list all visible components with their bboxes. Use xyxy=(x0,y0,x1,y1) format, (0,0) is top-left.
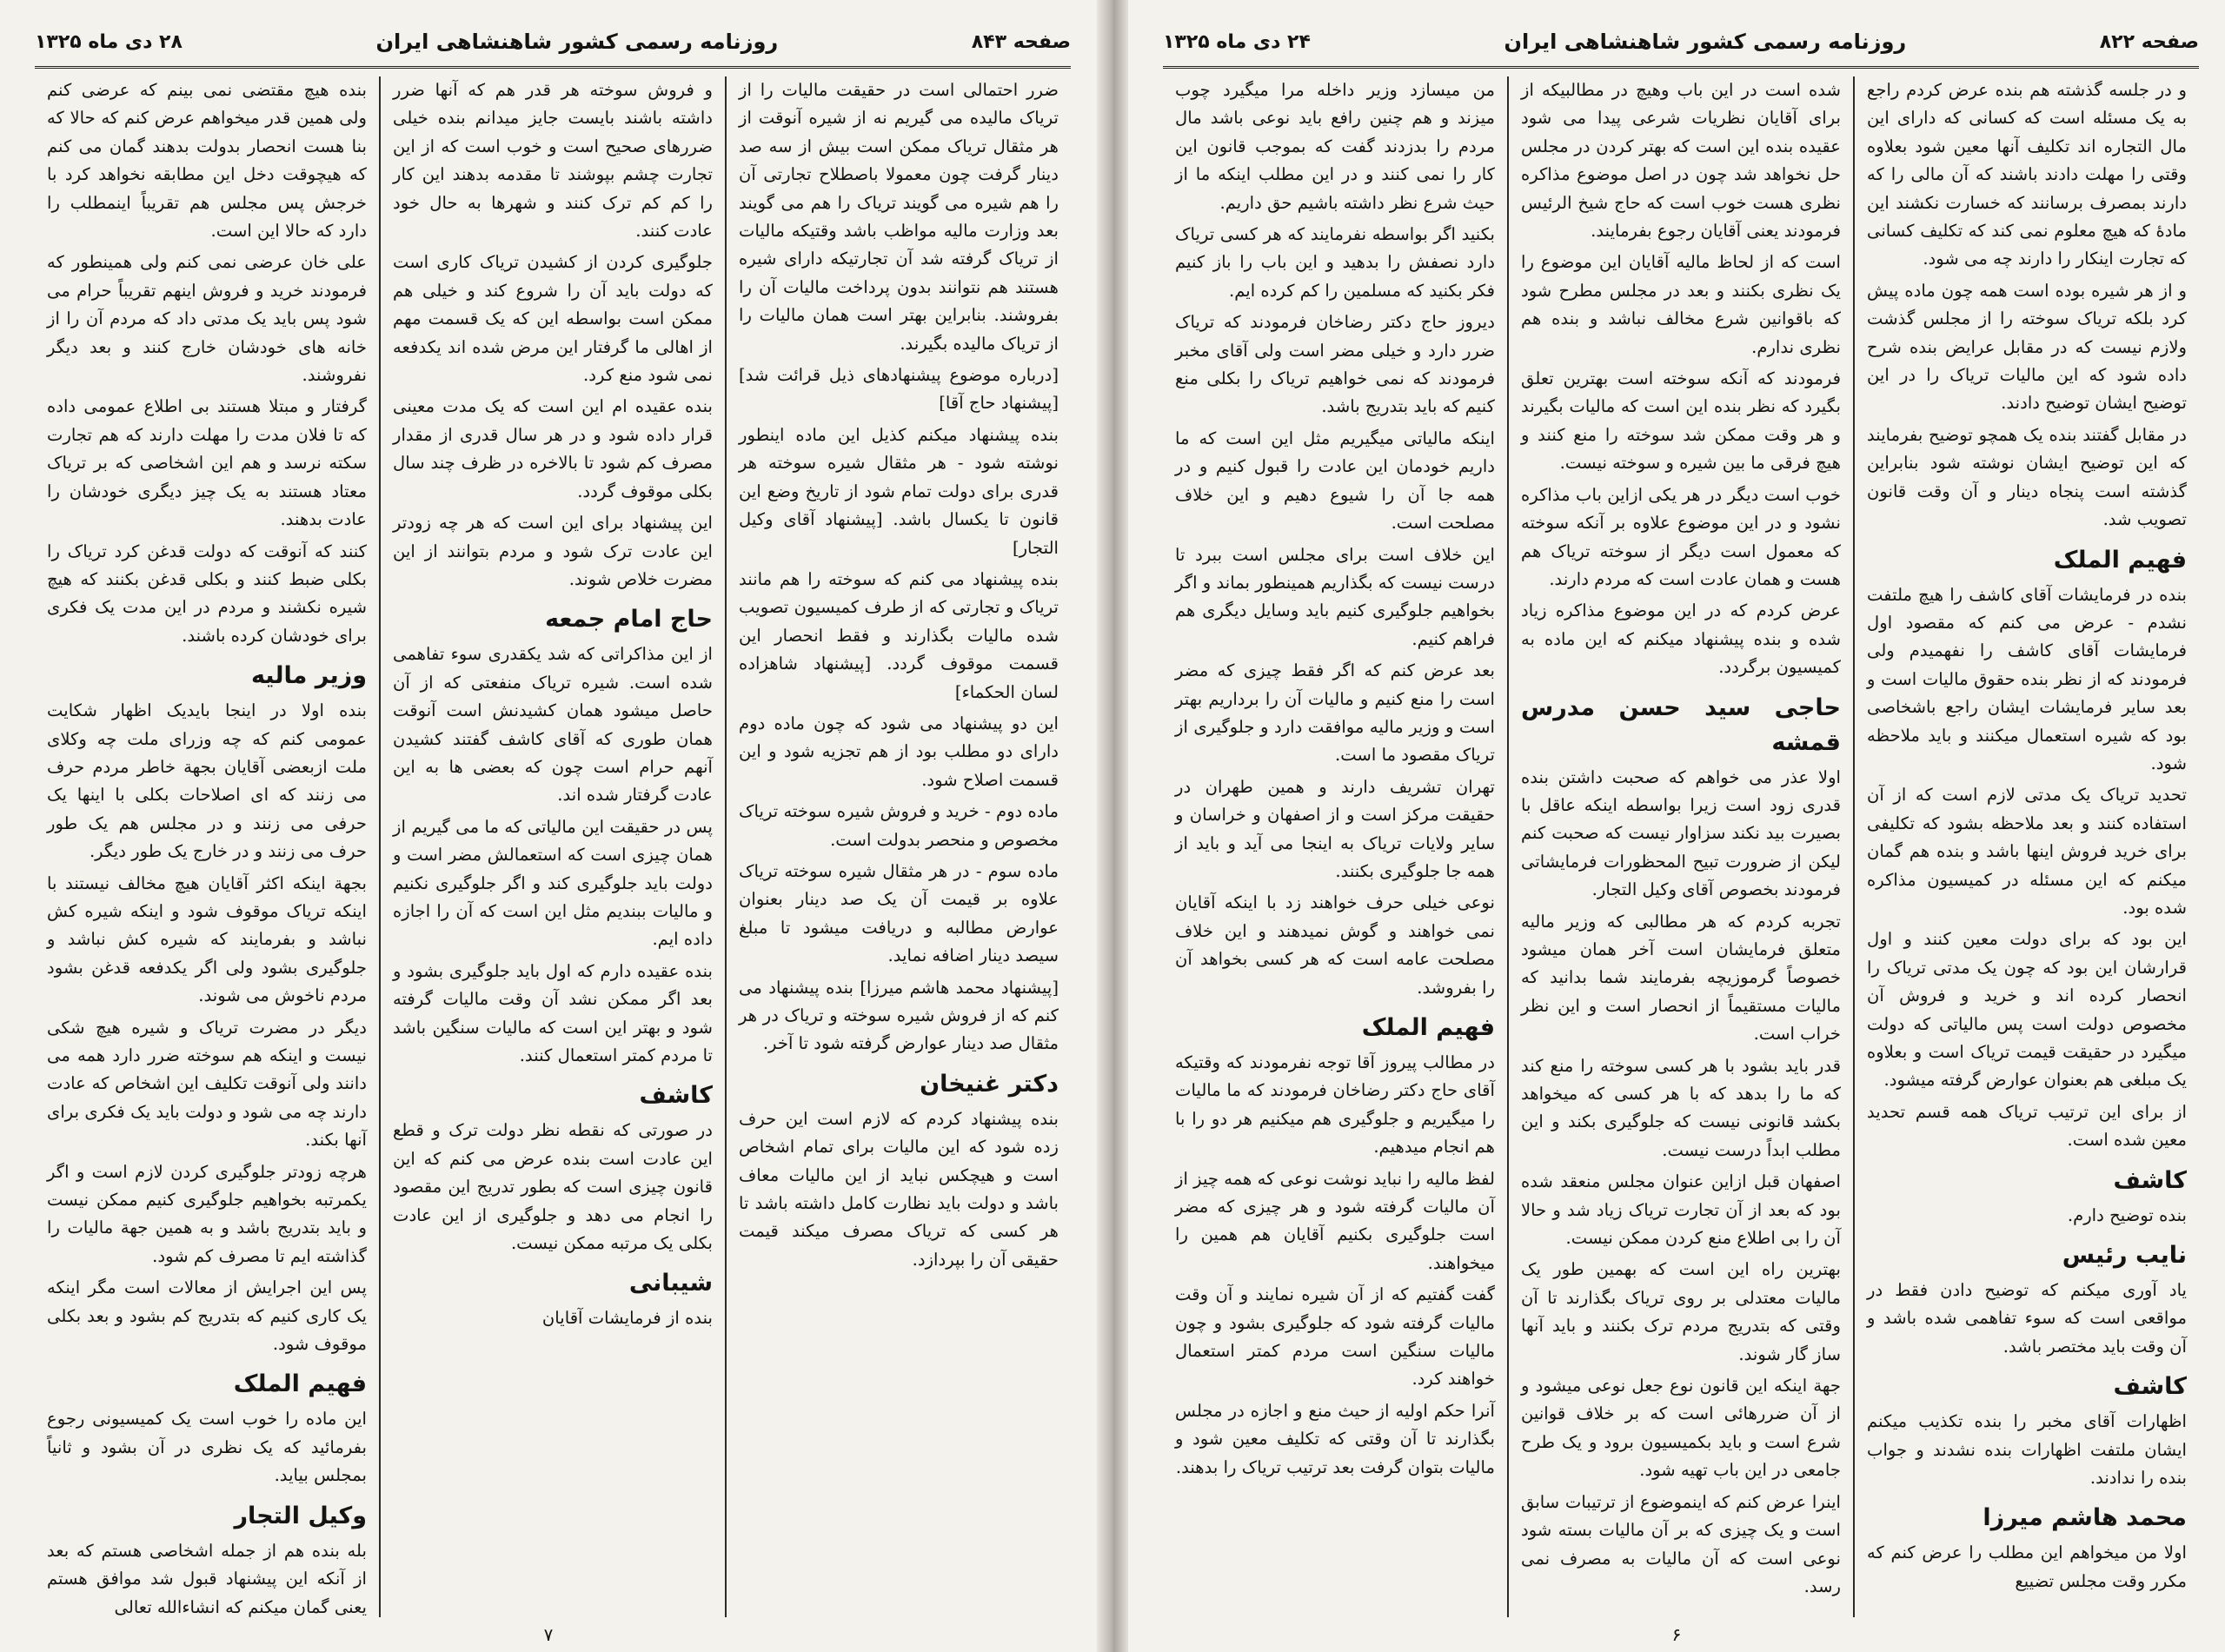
left-header-rule xyxy=(35,66,1071,69)
paragraph: اینرا عرض کنم که اینموضوع از ترتیبات سابق است و یک چیزی که بر آن مالیات بسته شود نوعی است که آن مالیات به مصرف نمی رسد. xyxy=(1521,1491,1841,1596)
paragraph: بهترین راه این است که بهمین طور یک مالیات معتدلی بر روی تریاک بگذارند تا آن وقتی که بتدریج مردم ترک بکنند و باید آنها ساز گار شوند. xyxy=(1521,1259,1841,1364)
speaker-name: کاشف xyxy=(639,1082,713,1110)
paragraph: این خلاف است برای مجلس است ببرد تا درست نیست که بگذاریم همینطور بماند و اگر بخواهیم جلوگیری کنیم باید وسایل دیگری هم فراهم کنیم. xyxy=(1175,544,1495,649)
paragraph: عرض کردم که در این موضوع مذاکره زیاد شده و بنده پیشنهاد میکنم که این ماده به کمیسیون برگردد. xyxy=(1521,600,1841,678)
paragraph: بنده در فرمایشات آقای کاشف را هیچ ملتفت نشدم - عرض می کنم که مقصود اول فرمایشات آقای کاشف را نفهمیدم ولی فرمودند که از نظر بنده حقوق مالیات است و بعد سایر فرمایشات ایشان راجع باشخاصی بود که شیره استعمال میکنند و باید ملاحظه شود. xyxy=(1867,584,2187,773)
paragraph: قدر باید بشود با هر کسی سوخته را منع کند که ما را بدهد که با هر کسی که میخواهد بکشد قانونی نیست که جلوگیری بکند و این مطلب ابداً درست نیست. xyxy=(1521,1055,1841,1160)
text-column xyxy=(1855,76,2199,1617)
paragraph: [درباره موضوع پیشنهادهای ذیل قرائت شد] [پیشنهاد حاج آقا] xyxy=(739,365,1059,414)
paragraph: تحدید تریاک یک مدتی لازم است که از آن استفاده کنند و بعد ملاحظه بشود که تکلیفی برای خرید فروش اینها باشد و بنده هم گمان میکنم که این مسئله در کمیسیون مذاکره شده بود. xyxy=(1867,785,2187,918)
paragraph: من میسازد وزیر داخله مرا میگیرد چوب میزند و هم چنین رافع باید نوعی باشد مال مردم را بدزدند گفت که بموجب قانون این کار را نمی کنند و در این مطلب اینکه ما از حیث شرع نظر داشته باشیم حق داریم. xyxy=(1175,80,1495,213)
paragraph: از این مذاکراتی که شد یکقدری سوء تفاهمی شده است. شیره تریاک منفعتی که از آن حاصل میشود همان کشیدنش است آنوقت همان طوری که آقای کاشف گفتند کشیدن آنهم حرام است چون که بعضی ها به این عادت گرفتار شده اند. xyxy=(393,644,713,806)
paragraph: اظهارات آقای مخبر را بنده تکذیب میکنم ایشان ملتفت اظهارات بنده نشدند و جواب بنده را ندادند. xyxy=(1867,1411,2187,1489)
speaker-name: کاشف xyxy=(2113,1166,2187,1194)
paragraph: تجربه کردم که هر مطالبی که وزیر مالیه متعلق فرمایشان است آخر همان میشود خصوصاً گرموزیچه بفرمایند شما بدانید که مالیات مستقیماً از انحصار است و این نظر خراب است. xyxy=(1521,911,1841,1045)
paragraph: در مقابل گفتند بنده یک همچو توضیح بفرمایند که این توضیح ایشان نوشته شود بنابراین گذشته است پنجاه دینار و آن وقت قانون تصویب شد. xyxy=(1867,424,2187,530)
left-page xyxy=(0,0,1097,1652)
left-gazette-title: روزنامه رسمی کشور شاهنشاهی ایران xyxy=(375,30,779,54)
left-page-number: صفحه ۸۴۳ xyxy=(971,30,1071,53)
paragraph: جلوگیری کردن از کشیدن تریاک کاری است که دولت باید آن را شروع کند و خیلی هم ممکن است بواسطه این که یک قسمت مهم از اهالی ما گرفتار این مرض شده اند یکدفعه نمی شود منع کرد. xyxy=(393,252,713,386)
text-column xyxy=(1509,76,1855,1617)
paragraph: بنده توضیح دارم. xyxy=(2067,1204,2187,1225)
paragraph: این دو پیشنهاد می شود که چون ماده دوم دارای دو مطلب بود از هم تجزیه شود و این قسمت اصلاح شود. xyxy=(739,713,1059,790)
speaker-name: فهیم الملک xyxy=(2053,546,2187,574)
paragraph: بنده پیشنهاد می کنم که سوخته را هم مانند تریاک و تجارتی که از طرف کمیسیون تصویب شده مالیات بگذارند و فقط انحصار این قسمت موقوف گردد. [پیشنهاد شاهزاده لسان الحکماء] xyxy=(739,568,1059,702)
paragraph: است که از لحاظ مالیه آقایان این موضوع را یک نظری بکنند و بعد در مجلس مطرح شود که باقوانین شرع مخالف نباشد و بنده هم نظری ندارم. xyxy=(1521,252,1841,357)
paragraph: اینکه مالیاتی میگیریم مثل این است که ما داریم خودمان این عادت را قبول کنیم و در همه جا آن را شیوع دهیم و این خلاف مصلحت است. xyxy=(1175,428,1495,534)
paragraph: ماده سوم - در هر مثقال شیره سوخته تریاک علاوه بر قیمت آن یک صد دینار بعنوان عوارض مطالبه و دریافت میشود تا مبلغ سیصد دینار اضافه نماید. xyxy=(739,860,1059,966)
paragraph: فرمودند که آنکه سوخته است بهترین تعلق بگیرد که نظر بنده این است که مالیات بگیرند و هر وقت ممکن شد سوخته را منع کنند و هیچ فرقی ما بین شیره و سوخته نیست. xyxy=(1521,368,1841,474)
paragraph: ماده دوم - خرید و فروش شیره سوخته تریاک مخصوص و منحصر بدولت است. xyxy=(739,801,1059,850)
paragraph: تهران تشریف دارند و همین طهران در حقیقت مرکز است و از اصفهان و خراسان و سایر ولایات تریاک به اینجا می آید و باید از همه جا جلوگیری بکنند. xyxy=(1175,776,1495,881)
left-columns xyxy=(35,76,1071,1617)
paragraph: گرفتار و مبتلا هستند بی اطلاع عمومی داده که تا فلان مدت را مهلت دارند که هم تجارت سکته نرسد و هم این اشخاصی که بر تریاک معتاد هستند به یک چیز دیگری خودشان را عادت بدهند. xyxy=(47,396,367,530)
paragraph: در صورتی که نقطه نظر دولت ترک و قطع این عادت است بنده عرض می کنم که این قانون چیزی است که بطور تدریج این مقصود را انجام می دهد و جلوگیری از این عادت بکلی یک مرتبه ممکن نیست. xyxy=(393,1120,713,1254)
paragraph: گفت گفتیم که از آن شیره نمایند و آن وقت مالیات گرفته شود که جلوگیری بشود و چون مالیات سنگین است مردم کمتر استعمال خواهند کرد. xyxy=(1175,1284,1495,1390)
text-column xyxy=(727,76,1071,1617)
paragraph: و در جلسه گذشته هم بنده عرض کردم راجع به یک مسئله است که کسانی که دارای این مال التجاره اند تکلیف آنها معین شود بعلاوه وقتی را مهلت دادند باشند که آن مالی را که دارند بمصرف برسانند که خسارت نکشند این مادهٔ که هیچ معلوم نمی کند که تکلیف کسانی که تجارت اینکار را دارند چه می شود. xyxy=(1867,80,2187,269)
paragraph: بکنید اگر بواسطه نفرمایند که هر کسی تریاک دارد نصفش را بدهید و این باب را باز کنیم فکر بکنید که مسلمین را کم کرده ایم. xyxy=(1175,224,1495,301)
paragraph: بنده عقیده دارم که اول باید جلوگیری بشود و بعد اگر ممکن نشد آن وقت مالیات گرفته شود و بهتر این است که مالیات سنگین باشد تا مردم کمتر استعمال کنند. xyxy=(393,960,713,1065)
right-page xyxy=(1128,0,2225,1652)
left-issue-date: ۲۸ دی ماه ۱۳۲۵ xyxy=(35,30,183,53)
text-column xyxy=(35,76,381,1617)
paragraph: ضرر احتمالی است در حقیقت مالیات را از تریاک مالیده می گیریم نه از شیره آنوقت از هر مثقال تریاک ممکن است بیش از سه صد دینار گرفت چون معمولا باصطلاح تجارتی آن را هم شیره می گویند تریاک را هم می گویند بعد وزارت مالیه مواظب باشد وقتیکه مالیات از تریاک گرفته شد آن تجارتیکه دارای شیره هستند هم نتوانند بدون پرداخت مالیات آن را بفروشند. بنابراین بهتر است همان مالیات را از تریاک مالیده بگیرند. xyxy=(739,80,1059,354)
speaker-name: شیبانی xyxy=(628,1270,713,1297)
paragraph: پس این اجرایش از معالات است مگر اینکه یک کاری کنیم که بتدریج کم بشود و بعد بکلی موقوف شود. xyxy=(47,1277,367,1355)
right-issue-date: ۲۴ دی ماه ۱۳۲۵ xyxy=(1163,30,1311,53)
speaker-name: محمد هاشم میرزا xyxy=(1983,1504,2187,1532)
right-header-rule xyxy=(1163,66,2199,69)
paragraph: بعد عرض کنم که اگر فقط چیزی که مضر است را منع کنیم و مالیات آن را برداریم بهتر است و وزیر مالیه موافقت دارد و جلوگیری از تریاک مقصود ما است. xyxy=(1175,660,1495,766)
paragraph: این ماده را خوب است یک کمیسیونی رجوع بفرمائید که یک نظری در آن بشود و ثانیاً بمجلس بیاید. xyxy=(47,1409,367,1486)
paragraph: یاد آوری میکنم که توضیح دادن فقط در مواقعی است که سوء تفاهمی شده باشد و آن وقت باید مختصر باشد. xyxy=(1867,1280,2187,1357)
speaker-name: وزیر مالیه xyxy=(250,662,367,690)
speaker-name: وکیل التجار xyxy=(234,1502,367,1529)
paragraph: بنده عقیده ام این است که یک مدت معینی قرار داده شود و در هر سال قدری از مقدار مصرف کم شود تا بالاخره در ظرف چند سال بکلی موقوف گردد. xyxy=(393,396,713,501)
paragraph: اصفهان قبل ازاین عنوان مجلس منعقد شده بود که بعد از آن تجارت تریاک زیاد شد و حالا آن را بی اطلاع منع کردن ممکن نیست. xyxy=(1521,1171,1841,1249)
paragraph: علی خان عرضی نمی کنم ولی همینطور که فرمودند خرید و فروش اینهم تقریباً حرام می شود پس باید یک مدتی داد که مردم آن را از خانه های خودشان خارج کنند و بعد دیگر نفروشند. xyxy=(47,252,367,386)
paragraph: بجهة اینکه اکثر آقایان هیچ مخالف نیستند با اینکه تریاک موقوف شود و اینکه شیره کش نباشد و بفرمایند که شیره کش نباشد و جلوگیری بشود ولی اگر یکدفعه قدغن بشود مردم ناخوش می شوند. xyxy=(47,872,367,1006)
paragraph: این پیشنهاد برای این است که هر چه زودتر این عادت ترک شود و مردم بتوانند از این مضرت خلاص شوند. xyxy=(393,513,713,589)
text-column xyxy=(381,76,727,1617)
paragraph: کنند که آنوقت که دولت قدغن کرد تریاک را بکلی ضبط کنند و بکلی قدغن بکنند که هیچ شیره نکشند و مردم در این مدت یک فکری برای خودشان کرده باشند. xyxy=(47,541,367,646)
paragraph: بنده اولا در اینجا بایدیک اظهار شکایت عمومی کنم که چه وزرای ملت چه وکلای ملت ازبعضی آقایان بجهة خاطر مردم حرف می زنند که ای اصلاحات بکلی با اینها یک حرفی می زنند و در مجلس هم یک طور حرف می زنند و در خارج یک طور دیگر. xyxy=(47,700,367,862)
right-page-header xyxy=(1163,24,2199,59)
paragraph: آنرا حکم اولیه از حیث منع و اجازه در مجلس بگذارند تا آن وقتی که تکلیف معین شود و مالیات بتوان گرفت بعد ترتیب تریاک را بدهند. xyxy=(1175,1400,1495,1477)
text-column xyxy=(1163,76,1509,1617)
speaker-name: دکتر غنیخان xyxy=(920,1070,1059,1098)
paragraph: لفظ مالیه را نباید نوشت نوعی که همه چیز از آن مالیات گرفته شود و هر چیزی که مضر است جلوگیری بکنیم آقایان هم همین را میخواهند. xyxy=(1175,1168,1496,1273)
paragraph: و از هر شیره بوده است همه چون ماده پیش کرد بلکه تریاک سوخته را از مجلس گذشت ولازم نیست که در مقابل عرایض بنده شرح داده شود که این مالیات تریاک را در این توضیح ایشان توضیح دادند. xyxy=(1867,280,2187,414)
speaker-name: کاشف xyxy=(2113,1373,2187,1401)
paragraph: دیروز حاج دکتر رضاخان فرمودند که تریاک ضرر دارد و خیلی مضر است ولی آقای مخبر فرمودند که نمی خواهیم تریاک را بکلی منع کنیم که باید بتدریج باشد. xyxy=(1175,312,1495,417)
paragraph: بنده پیشنهاد کردم که لازم است این حرف زده شود که این مالیات برای تمام اشخاص است و هیچکس نباید از این مالیات معاف باشد و دولت باید نظارت کامل داشته باشد تا هر کسی که تریاک مصرف میکند قیمت حقیقی آن را بپردازد. xyxy=(739,1108,1059,1270)
paragraph: از برای این ترتیب تریاک همه قسم تحدید معین شده است. xyxy=(1867,1101,2187,1151)
paragraph: در مطالب پیروز آقا توجه نفرمودند که وقتیکه آقای حاج دکتر رضاخان فرمودند که ما مالیات را میگیریم و جلوگیری هم میکنیم هر دو را با هم انجام میدهیم. xyxy=(1175,1052,1495,1158)
speaker-name: نایب رئیس xyxy=(2062,1242,2187,1270)
paragraph: و فروش سوخته هر قدر هم که آنها ضرر داشته باشند بایست جایز میدانم بنده خیلی ضررهای صحیح است و خوب است که از این تجارت چشم بپوشند تا مقدمه بدهند این کار را کم کم ترک کنند و شهرها به حال خود عادت کنند. xyxy=(393,80,713,242)
right-folio: ۶ xyxy=(1671,1624,1682,1645)
paragraph: بله بنده هم از جمله اشخاصی هستم که بعد از آنکه این پیشنهاد قبول شد موافق هستم یعنی گمان میکنم که انشاءالله تعالی xyxy=(47,1540,367,1617)
paragraph: خوب است دیگر در هر یکی ازاین باب مذاکره نشود و در این موضوع علاوه بر آنکه سوخته که معمول است دیگر از سوخته تریاک هم هست و همان عادت است که مردم دارند. xyxy=(1521,484,1841,589)
paragraph: شده است در این باب وهیچ در مطالبیکه از برای آقایان نظریات شرعی پیدا می شود عقیده بنده این است که بهتر کردن در مجلس حل نخواهد شد چون در اصل موضوع مذاکره نظری هست خوب است که حاج شیخ الرئیس فرمودند یعنی آقایان رجوع بفرمایند. xyxy=(1521,80,1841,242)
speaker-name: فهیم الملک xyxy=(1361,1014,1495,1041)
speaker-name: حاج امام جمعه xyxy=(545,606,713,634)
paragraph: اولا من میخواهم این مطلب را عرض کنم که مکرر وقت مجلس تضییع xyxy=(1867,1543,2187,1591)
paragraph: دیگر در مضرت تریاک و شیره هیچ شکی نیست و اینکه هم سوخته ضرر دارد همه می دانند ولی آنوقت تکلیف این اشخاص که عادت دارند چه می شود و دولت باید یک فکری برای آنها بکند. xyxy=(47,1017,367,1151)
paragraph: پس در حقیقت این مالیاتی که ما می گیریم از همان چیزی است که استعمالش مضر است و دولت باید جلوگیری کند و اگر جلوگیری نکنیم و مالیات ببندیم مثل این است که آن را اجازه داده ایم. xyxy=(393,816,713,950)
paragraph: بنده از فرمایشات آقایان xyxy=(541,1308,713,1329)
book-gutter xyxy=(1097,0,1128,1652)
right-gazette-title: روزنامه رسمی کشور شاهنشاهی ایران xyxy=(1504,30,1907,54)
left-page-header xyxy=(35,24,1071,59)
paragraph: این بود که برای دولت معین کنند و اول قرارشان این بود که چون یک مدتی تریاک را انحصار کرده اند و خرید و فروش آن مخصوص دولت است پس مالیاتی که دولت میگیرد در حقیقت قیمت تریاک است و بعلاوه یک مبلغی هم بعنوان عوارض گرفته میشود. xyxy=(1867,929,2187,1091)
paragraph: [پیشنهاد محمد هاشم میرزا] بنده پیشنهاد می کنم که از فروش شیره سوخته و تریاک در هر مثقال صد دینار عوارض گرفته شود تا آخر. xyxy=(739,977,1059,1054)
paragraph: نوعی خیلی حرف خواهند زد با اینکه آقایان نمی خواهند و گوش نمیدهند و این خلاف مصلحت عامه است که هر کسی بخواهد آن را بفروشد. xyxy=(1175,892,1495,998)
right-page-number: صفحه ۸۲۲ xyxy=(2099,30,2199,53)
right-columns xyxy=(1163,76,2199,1617)
paragraph: بنده پیشنهاد میکنم کذیل این ماده اینطور نوشته شود - هر مثقال شیره سوخته هر قدری برای دولت تمام شود از تاریخ وضع این قانون تا یکسال باشد. [پیشنهاد آقای وکیل التجار] xyxy=(739,424,1059,558)
paragraph: بنده هیچ مقتضی نمی بینم که عرضی کنم ولی همین قدر میخواهم عرض کنم که حالا که بنا هست انحصار بدولت بدهند گمان می کنم که هیچوقت دخل این مطابقه نخواهد کرد با خرجش پس مجلس هم تقریباً اینمطلب را دارد که حالا این است. xyxy=(47,80,367,242)
paragraph: جهة اینکه این قانون نوع جعل نوعی میشود و از آن ضررهائی است که بر خلاف قوانین شرع است و باید بکمیسیون برود و یک طرح جامعی در این باب تهیه شود. xyxy=(1521,1376,1841,1481)
paragraph: اولا عذر می خواهم که صحبت داشتن بنده قدری زود است زیرا بواسطه اینکه عاقل با بصیرت بید نکند سزاوار نیست که صحبت کنم لیکن از ضرورت تبیح المحظورات فرمایشاتی فرمودند بخصوص آقای وکیل التجار. xyxy=(1521,766,1841,900)
speaker-name: حاجی سید حسن مدرس قمشه xyxy=(1521,693,1841,756)
left-folio: ۷ xyxy=(543,1624,554,1645)
speaker-name: فهیم الملک xyxy=(233,1370,367,1398)
paragraph: هرچه زودتر جلوگیری کردن لازم است و اگر یکمرتبه بخواهیم جلوگیری کنیم ممکن نیست و باید بتدریج باشد و به همین جهة مالیات را گذاشته ایم تا مصرف کم شود. xyxy=(47,1161,367,1266)
